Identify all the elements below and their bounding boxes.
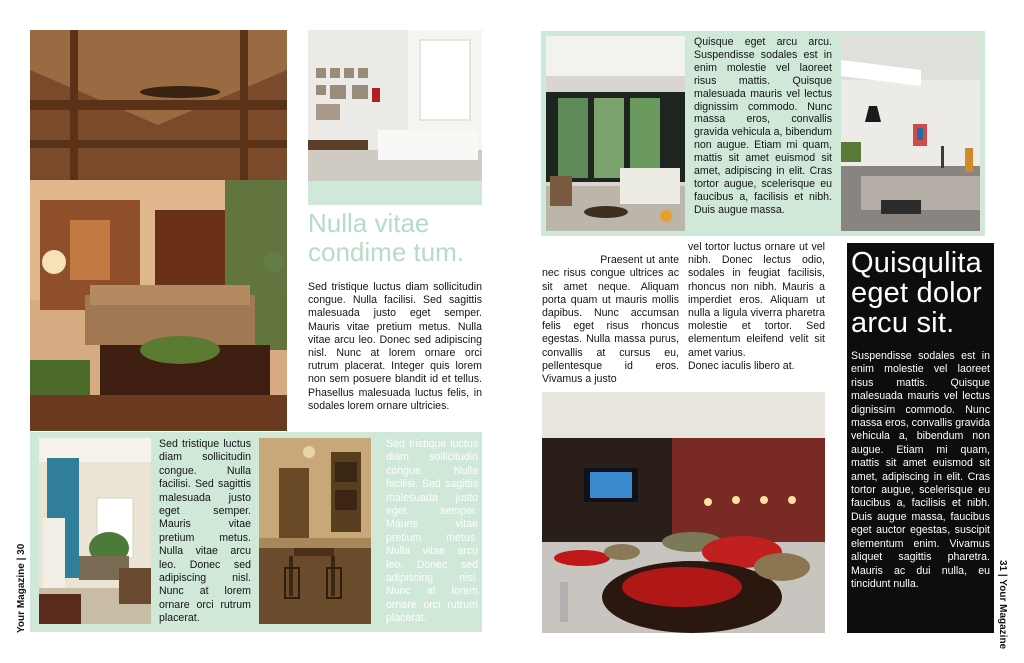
band-text: Sed tristique luctus diam sollicitudin congue. Nulla facilisi. Sed sagittis malesuada justo eget semper. Mauris vitae pretium metus. Nulla vitae arcu leo. Donec sed adipiscing nisl. Nunc at lorem ornare orci rutrum placerat. (159, 438, 251, 625)
left-page-heading: Nulla vitae condime tum. (308, 208, 465, 267)
column-one-text (542, 241, 679, 386)
black-feature-box (847, 243, 994, 633)
column-one-lead: Cras aliquam pulvinar malesuada. (542, 241, 679, 267)
column-two-last: Donec iaculis libero at. (688, 359, 795, 372)
feature-text: Suspendisse sodales est in enim molestie vel laoreet risus mattis. Quisque malesuada mauris vel lectus dignissim commodo. Nunc massa eros, convallis gravida vehicula a, bibendum non augue. Etiam mi quam, mattis sit amet euismod sit amet, adipiscing in elit. Cras tortor augue, scelerisque eu faucibus a, facilisis et nibh. Duis augue massa, faucibus eget auctor egestas, suscipit elementum enim. Vivamus aliquet sagittis pharetra. Mauris ac dui nulla, eu tincidunt nulla. (851, 350, 990, 590)
column-one-body: Praesent ut ante nec risus congue ultrices ac sit amet neque. Aliquam porta quam ut mauris mollis dapibus. Nunc accumsan felis eget risus rhoncus egestas. Nulla massa purus, convallis at cursus eu, pellentesque id eros. Vivamus a justo (542, 254, 679, 386)
right-folio: 31 | Your Magazine (997, 560, 1008, 650)
column-two-text: vel tortor luctus ornare ut vel nibh. Donec lectus odio, sodales in feugiat facilisis, rhoncus non nibh. Mauris a imperdiet eros. Aliquam ut nulla a ligula viverra pharetra molestie et tortor. Sed elementum eleifend velit sit amet varius. (688, 241, 825, 359)
band-text-pale: Sed tristique luctus diam sollicitudin congue. Nulla facilisi. Sed sagittis malesuada justo eget semper. Mauris vitae pretium metus. Nulla vitae arcu leo. Donec sed adipiscing nisl. Nunc at lorem ornare orci rutrum placerat. (386, 438, 478, 625)
home-cinema-photo (542, 392, 825, 633)
top-box-text: Quisque eget arcu arcu. Suspendisse sodales est in enim molestie vel laoreet risus mattis. Quisque malesuada mauris vel lectus dignissim commodo. Nunc massa eros, convallis gravida vehicula a, bibendum non augue. Etiam mi quam, mattis sit amet euismod sit amet, adipiscing in elit. Cras tortor augue, scelerisque eu faucibus a, facilisis et nibh. Duis augue massa. (694, 36, 832, 216)
white-room-photo (308, 30, 482, 181)
column-two (688, 241, 825, 373)
feature-heading: Quisqulita eget dolor arcu sit. (851, 247, 982, 339)
dining-room-photo (259, 438, 371, 624)
mint-strip (308, 181, 482, 205)
living-room-photo (30, 30, 287, 431)
modern-living-photo (546, 36, 685, 231)
kitchen-photo (841, 36, 980, 231)
left-folio: Your Magazine | 30 (16, 543, 27, 633)
blue-room-photo (39, 438, 151, 624)
left-page-column-text: Sed tristique luctus diam sollicitudin congue. Nulla facilisi. Sed sagittis malesuada justo eget semper. Mauris vitae pretium metus. Nulla vitae arcu leo. Donec sed adipiscing nisl. Nunc at lorem ornare orci rutrum placerat. Integer quis lorem non sem posuere blandit id et tellus. Phasellus malesuada luctus felis, in sodales lorem ornare ultricies. (308, 281, 482, 412)
